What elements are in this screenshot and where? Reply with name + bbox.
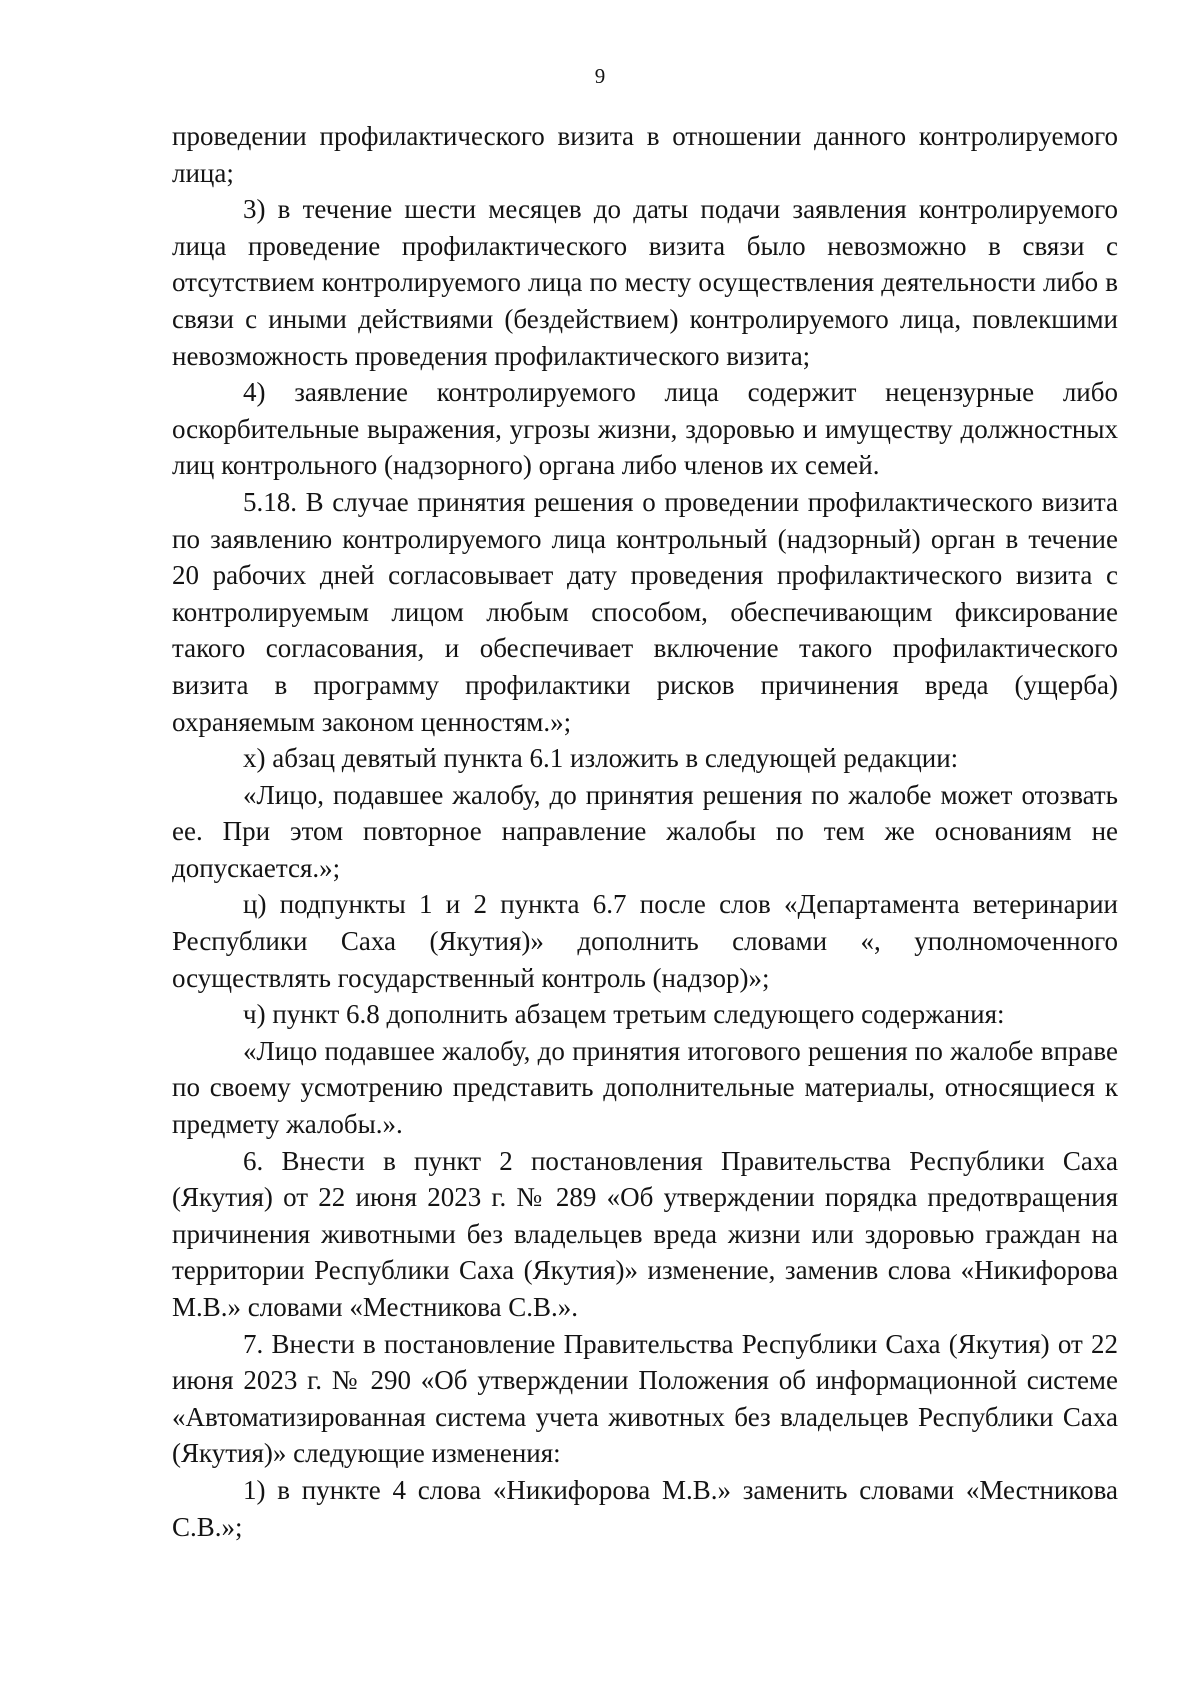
paragraph-item-7-1: 1) в пункте 4 слова «Никифорова М.В.» заменить словами «Местникова С.В.»;: [172, 1474, 1118, 1542]
document-body: [172, 118, 1118, 1545]
paragraph-quote-6-8: «Лицо подавшее жалобу, до принятия итогового решения по жалобе вправе по своему усмотрению представить дополнительные материалы, относящиеся к предмету жалобы.».: [172, 1035, 1118, 1140]
paragraph-clause-7: 7. Внести в постановление Правительства Республики Саха (Якутия) от 22 июня 2023 г. № 290 «Об утверждении Положения об информационной системе «Автоматизированная система учета животных без владельцев Республики Саха (Якутия)» следующие изменения:: [172, 1328, 1118, 1469]
page-number: 9: [594, 64, 606, 88]
paragraph-item-4: 4) заявление контролируемого лица содержит нецензурные либо оскорбительные выражения, угрозы жизни, здоровью и имуществу должностных лиц контрольного (надзорного) органа либо членов их семей.: [172, 377, 1118, 481]
paragraph-quote-6-1: «Лицо, подавшее жалобу, до принятия решения по жалобе может отозвать ее. При этом повторное направление жалобы по тем же основаниям не допускается.»;: [172, 779, 1118, 883]
paragraph-clause-6: 6. Внести в пункт 2 постановления Правительства Республики Саха (Якутия) от 22 июня 2023 г. № 289 «Об утверждении порядка предотвращения причинения животными без владельцев вреда жизни или здоровью граждан на территории Республики Саха (Якутия)» изменение, заменив слова «Никифорова М.В.» словами «Местникова С.В.».: [172, 1145, 1118, 1322]
paragraph-item-ts: ц) подпункты 1 и 2 пункта 6.7 после слов «Департамента ветеринарии Республики Саха (Якутия)» дополнить словами «, уполномоченного осуществлять государственный контроль (надзор)»;: [172, 889, 1118, 993]
paragraph-clause-5-18: 5.18. В случае принятия решения о проведении профилактического визита по заявлению контролируемого лица контрольный (надзорный) орган в течение 20 рабочих дней согласовывает дату проведения профилактического визита с контролируемым лицом любым способом, обеспечивающим фиксирование такого согласования, и обеспечивает включение такого профилактического визита в программу профилактики рисков причинения вреда (ущерба) охраняемым законом ценностям.»;: [172, 486, 1118, 737]
paragraph-item-kh: х) абзац девятый пункта 6.1 изложить в следующей редакции:: [243, 743, 959, 774]
paragraph-continuation: проведении профилактического визита в отношении данного контролируемого лица;: [172, 121, 1118, 188]
paragraph-item-ch: ч) пункт 6.8 дополнить абзацем третьим следующего содержания:: [243, 999, 1005, 1030]
paragraph-item-3: 3) в течение шести месяцев до даты подачи заявления контролируемого лица проведение профилактического визита было невозможно в связи с отсутствием контролируемого лица по месту осуществления деятельности либо в связи с иными действиями (бездействием) контролируемого лица, повлекшими невозможность проведения профилактического визита;: [172, 194, 1118, 371]
